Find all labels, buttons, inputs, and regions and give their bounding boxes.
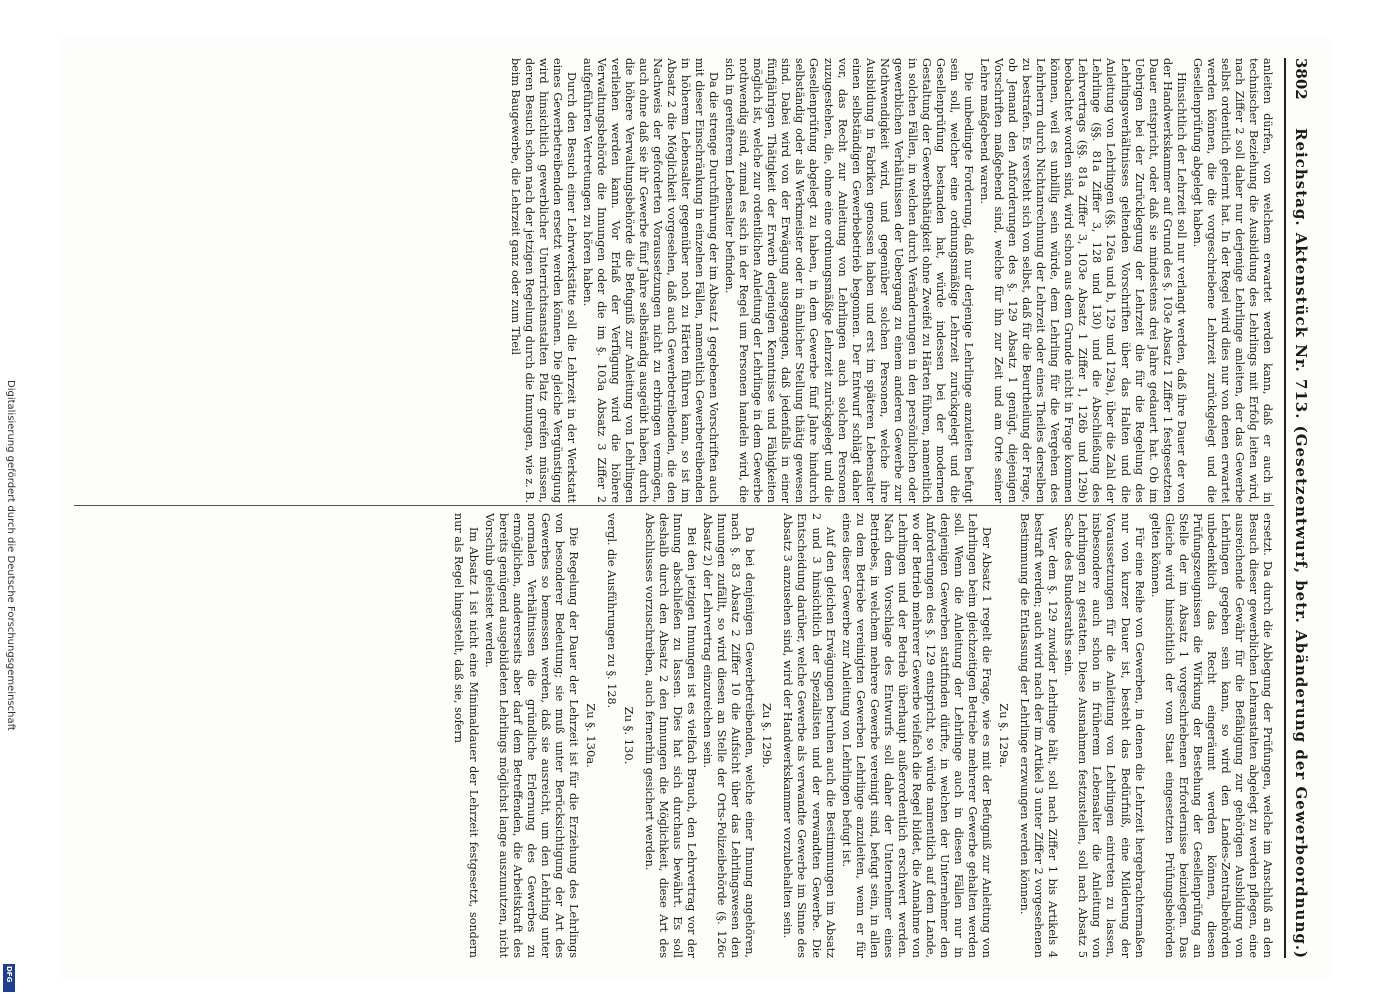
paragraph: Wer dem §. 129 zuwider Lehrlinge hält, soll nach Ziffer 1 bis Artikels 4 bestraft werden; auch wird nach der im Artikel 3 unter Ziffer 2 vorgesehenen Bestimmung die Entlassung der Lehrlinge erzwungen werden können. — [1018, 513, 1060, 958]
running-head — [1284, 58, 1312, 958]
dfg-logo-text: DFG — [5, 966, 13, 983]
paragraph: Der Absatz 1 regelt die Frage, wie es mit der Befugniß zur Anleitung von Lehrlingen beim gleichzeitigen Betriebe mehrerer Gewerbe gehalten werden soll. Wenn die Anleitung der Lehrlinge auch in diesen Fällen nur in denjenigen Gewerben stattfinden dürfte, in welchen der Unternehmer den Anforderungen des §. 129 entspricht, so würde namentlich auf dem Lande, wo der Betrieb mehrerer Gewerbe vielfach die Regel bildet, die Annahme von Lehrlingen und der Betrieb überhaupt außerordentlich erschwert werden. Nach dem Vorschlage des Entwurfs soll daher der Unternehmer eines Betriebes, in welchem mehrere Gewerbe vereinigt sind, befugt sein, in allen zu dem Betriebe vereinigten Gewerben Lehrlinge anzuleiten, wenn er für eines dieser Gewerbe zur Anleitung von Lehrlingen befugt ist. — [839, 513, 994, 958]
text-column-right — [74, 513, 1274, 958]
page-number: 3802 — [1292, 58, 1310, 100]
credit-text: Digitalisierung gefördert durch die Deutsche Forschungsgemeinschaft — [5, 380, 16, 731]
section-heading: Zu §. 129a. — [997, 703, 1012, 768]
paragraph: Durch den Besuch einer Lehrwerkstätte soll die Lehrzeit in der Werkstatt eines Gewerbetreibenden ersetzt werden können. Die gleiche Vergünstigung wird hinsichtlich gewerblicher Unterrichtsanstalten Platz greifen müssen, deren Besuch schon nach der jetzigen Regelung durch die Innungen, wie z. B. beim Baugewerbe, die Lehrzeit ganz oder zum Theil — [508, 58, 578, 503]
paragraph: Hinsichtlich der Lehrzeit soll nur verlangt werden, daß ihre Dauer der von der Handwerkskammer auf Grund des §. 103e Absatz 1 Ziffer 1 festgesetzten Dauer entspricht, oder daß sie mindestens drei Jahre gedauert hat. Ob im Uebrigen bei der Zurücklegung der Lehrzeit die für die Regelung des Lehrlingsverhältnisses geltenden Vorschriften über das Halten und die Anleitung von Lehrlingen (§§. 126a und b, 129 und 129a), über die Zahl der Lehrlinge (§§. 81a Ziffer 3, 128 und 130) und die Abschließung des Lehrvertrags (§§. 81a Ziffer 3, 103e Absatz 1 Ziffer 1, 126b und 129b) beobachtet worden sind, wird schon aus dem Grunde nicht in Frage kommen können, weil es unbillig sein würde, dem Lehrling für die Vergehen des Lehrherrn durch Nichtanrechnung der Lehrzeit oder eines Theiles derselben zu bestrafen. Es versteht sich von selbst, daß für die Beurtheilung der Frage, ob Jemand den Anforderungen des §. 129 Absatz 1 genügt, diejenigen Vorschriften maßgebend sind, welche für ihn zur Zeit und am Orte seiner Lehre maßgebend waren. — [978, 58, 1188, 503]
paragraph: ersetzt. Da durch die Ablegung der Prüfungen, welche im Anschluß an den Besuch dieser gewerblichen Lehranstalten abgelegt zu werden pflegen, eine ausreichende Gewähr für die Befähigung zur gehörigen Ausbildung von Lehrlingen gegeben sein kann, so wird den Landes-Zentralbehörden unbedenklich das Recht eingeräumt werden können, diesen Prüfungszeugnissen die Wirkung der Bestehung der Gesellenprüfung an Stelle der im Absatz 1 vorgeschriebenen Erfordernisse beizulegen. Das Gleiche wird hinsichtlich der vom Staat eingesetzten Prüfungsbehörden gelten können. — [1148, 513, 1274, 958]
paragraph: Bei den jetzigen Innungen ist es vielfach Brauch, den Lehrvertrag vor der Innung abschließen zu lassen. Dies hat sich durchaus bewährt. Es soll deshalb durch den Absatz 2 den Innungen die Möglichkeit, diese Art des Abschlusses vorzuschreiben, auch fernerhin gesichert werden. — [643, 513, 699, 958]
section-heading: Zu §. 129b. — [760, 702, 775, 769]
scanned-page-frame — [60, 38, 1330, 978]
section-heading: Zu §. 130a. — [583, 703, 598, 768]
column-divider — [74, 505, 1274, 506]
document-page — [60, 38, 1330, 978]
paragraph: Da die strenge Durchführung der im Absatz 1 gegebenen Vorschriften auch mit dieser Einschränkung in einzelnen Fällen, namentlich Gewerbetreibenden in höherem Lebensalter gegenüber noch zu Härten führen kann, so ist im Absatz 2 die Möglichkeit vorgesehen, daß auch Gewerbetreibenden, die den Nachweis der geforderten Voraussetzungen nicht zu erbringen vermögen, auch ohne daß sie ihr Gewerbe fünf Jahre selbständig ausgeübt haben, durch die höhere Verwaltungsbehörde die Befugniß zur Anleitung von Lehrlingen verliehen werden kann. Vor Erlaß der Verfügung wird die höhere Verwaltungsbehörde die Innungen oder die im §. 103a Absatz 3 Ziffer 2 aufgeführten Vertretungen zu hören haben. — [580, 58, 721, 503]
paragraph: Die Regelung der Dauer der Lehrzeit ist für die Erziehung des Lehrlings von besonderer Bedeutung; sie muß unter Berücksichtigung der Art des Gewerbes so bemessen werden, daß sie ausreicht, um den Lehrling unter normalen Verhältnissen die gründliche Erlernung des Gewerbes zu ermöglichen, andererseits aber darf dem Betreffenden, die Arbeitskraft des bereits genügend ausgebildeten Lehrlings möglichst lange auszunutzen, nicht Vorschub geleistet werden. — [482, 513, 580, 958]
cross-reference: vergl. die Ausführungen zu §. 128. — [604, 513, 618, 709]
running-title: Reichstag. Aktenstück Nr. 713. (Gesetzentwurf, betr. Abänderung der Gewerbeordnung.) — [1292, 128, 1310, 960]
paragraph: Auf den gleichen Erwägungen beruhen auch die Bestimmungen im Absatz 2 und 3 hinsichtlich der Spezialisten und der verwandten Gewerbe. Die Entscheidung darüber, welche Gewerbe als verwandte Gewerbe im Sinne des Absatz 3 anzusehen sind, wird der Handwerkskammer vorzubehalten sein. — [781, 513, 837, 958]
paragraph: Die unbedingte Forderung, daß nur derjenige Lehrlinge anzuleiten befugt sein soll, welcher eine ordnungsmäßige Lehrzeit zurückgelegt und die Gesellenprüfung bestanden hat, würde indessen bei der modernen Gestaltung der Gewerbsthätigkeit ohne Zweifel zu Härten führen, namentlich in solchen Fällen, in welchen durch Veränderungen in den persönlichen oder gewerblichen Verhältnissen der Uebergang zu einem anderen Gewerbe zur Nothwendigkeit wird, und gegenüber solchen Personen, welche ihre Ausbildung in Fabriken genossen haben und erst im späteren Lebensalter einen selbständigen Gewerbebetrieb begonnen. Der Entwurf schlägt daher vor, das Recht zur Anleitung von Lehrlingen auch solchen Personen zuzugestehen, die, ohne eine ordnungsmäßige Lehrzeit zurückgelegt und die Gesellenprüfung abgelegt zu haben, in dem Gewerbe fünf Jahre hindurch selbständig oder als Werkmeister oder in ähnlicher Stellung thätig gewesen sind. Dabei wird von der Erwägung ausgegangen, daß jedenfalls in einer fünfjährigen Thätigkeit der Erwerb derjenigen Kenntnisse und Fähigkeiten möglich ist, welche zur ordentlichen Anleitung der Lehrlinge in dem Gewerbe nothwendig sind, zumal es sich in der Regel um Personen handeln wird, die sich in gereifterem Lebensalter befinden. — [723, 58, 976, 503]
paragraph: anleiten dürfen, von welchem erwartet werden kann, daß er auch in technischer Beziehung die Ausbildung des Lehrlings mit Erfolg leiten wird, nach Ziffer 2 soll daher nur derjenige Lehrlinge anleiten, der das Gewerbe selbst ordentlich gelernt hat. In der Regel wird dies nur von denen erwartet werden können, die die vorgeschriebene Lehrzeit zurückgelegt und die Gesellenprüfung abgelegt haben. — [1190, 58, 1274, 503]
section-heading: Zu §. 130. — [621, 706, 636, 765]
text-column-left — [74, 58, 1274, 503]
paragraph: Für eine Reihe von Gewerben, in denen die Lehrzeit hergebrachtermaßen nur von kurzer Dauer ist, besteht das Bedürfniß, eine Milderung der Voraussetzungen für die Anleitung von Lehrlingen eintreten zu lassen, insbesondere auch schon in früherem Lebensalter die Anleitung von Lehrlingen zu gestatten. Diese Ausnahmen festzustellen, soll nach Absatz 5 Sache des Bundesraths sein. — [1062, 513, 1146, 958]
digitization-credit — [2, 380, 18, 990]
paragraph: Im Absatz 1 ist nicht eine Minimaldauer der Lehrzeit festgesetzt, sondern nur als Regel hingestellt, daß sie, sofern — [452, 513, 480, 958]
paragraph: Da bei denjenigen Gewerbetreibenden, welche einer Innung angehören, nach §. 83 Absatz 2 Ziffer 10 die Aufsicht über das Lehrlingswesen den Innungen zufällt, so wird diesen an Stelle der Orts-Polizeibehörde (§. 126c Absatz 2) der Lehrvertrag einzureichen sein. — [701, 513, 757, 958]
dfg-logo — [3, 964, 15, 992]
